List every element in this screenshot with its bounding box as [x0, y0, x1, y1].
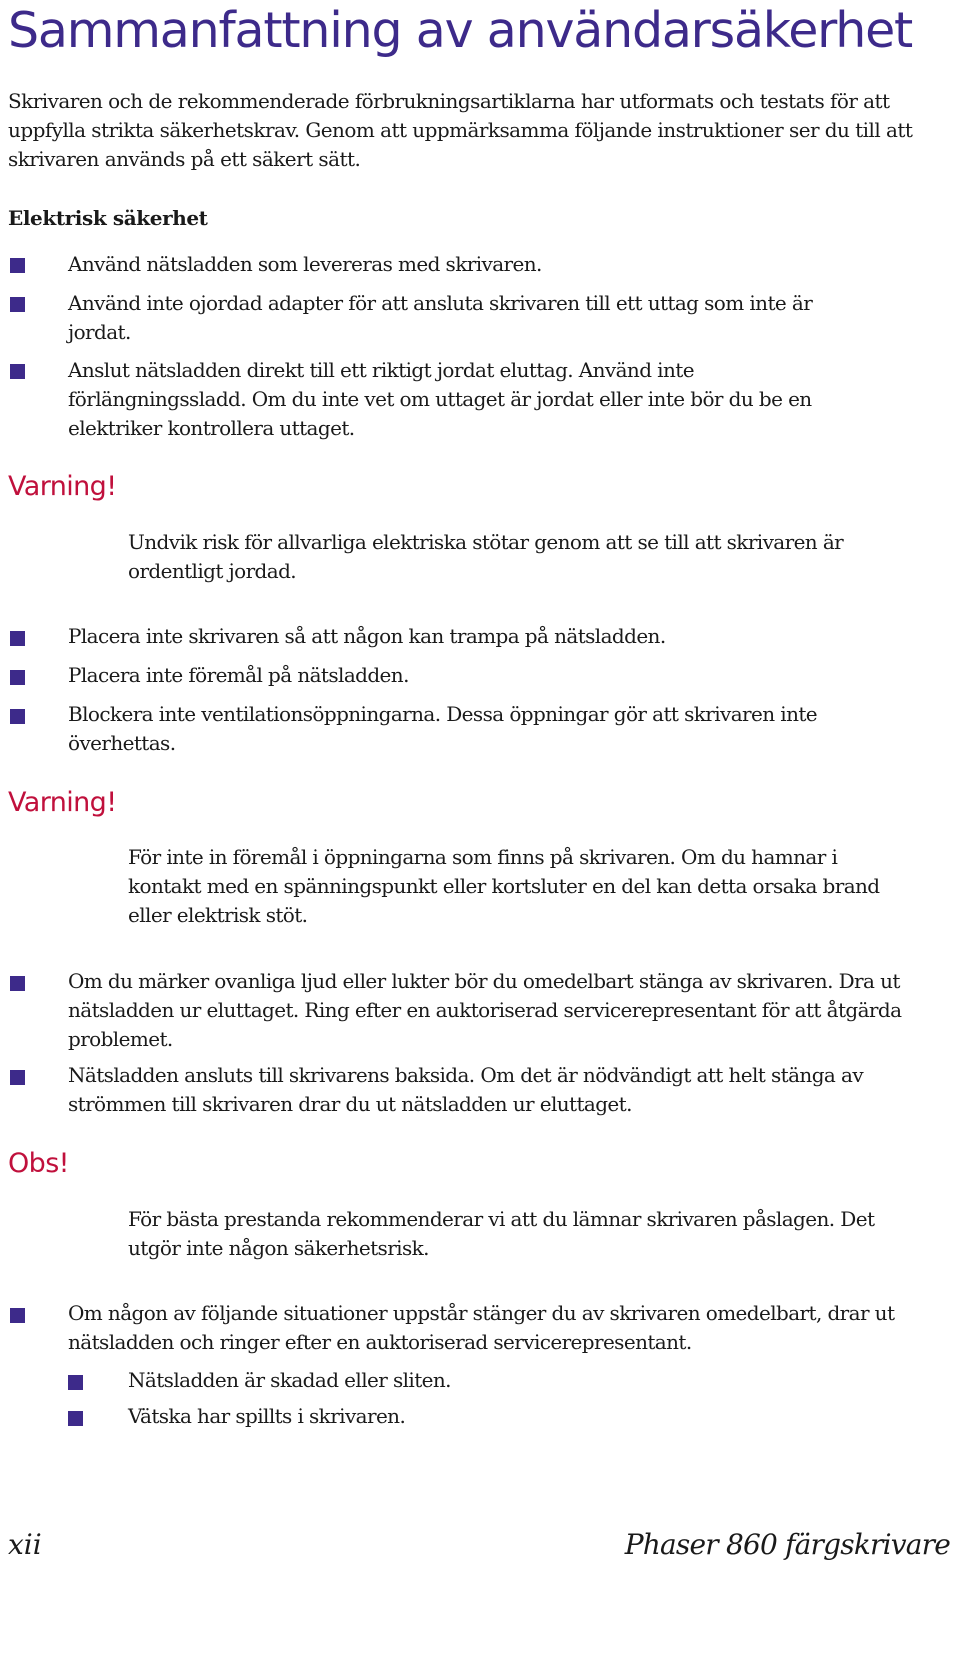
note-text: För bästa prestanda rekommenderar vi att du lämnar skrivaren påslagen. Det utgör inte någon säkerhetsrisk. — [128, 1207, 875, 1260]
list-item: Använd inte ojordad adapter för att ansluta skrivaren till ett uttag som inte är jordat. — [68, 291, 813, 344]
bullet-icon — [10, 670, 25, 685]
bullet-icon — [10, 258, 25, 273]
list-item: Om någon av följande situationer uppstår stänger du av skrivaren omedelbart, drar ut nätsladden och ringer efter en auktoriserad servicerepresentant. — [68, 1301, 895, 1354]
section-heading: Elektrisk säkerhet — [8, 206, 208, 230]
bullet-icon — [10, 297, 25, 312]
sub-bullet-icon — [68, 1411, 83, 1426]
note-label: Obs! — [8, 1148, 69, 1179]
list-item: Placera inte skrivaren så att någon kan trampa på nätsladden. — [68, 624, 666, 648]
warning-text: För inte in föremål i öppningarna som finns på skrivaren. Om du hamnar i kontakt med en spänningspunkt eller kortsluter en del kan detta orsaka brand eller elektrisk stöt. — [128, 845, 880, 927]
bullet-icon — [10, 631, 25, 646]
list-item: Om du märker ovanliga ljud eller lukter bör du omedelbart stänga av skrivaren. Dra ut nätsladden ur eluttaget. Ring efter en auktoriserad servicerepresentant för att åtgärda problemet. — [68, 969, 902, 1051]
list-item: Använd nätsladden som levereras med skrivaren. — [68, 252, 542, 276]
list-item: Placera inte föremål på nätsladden. — [68, 663, 409, 687]
sub-list-item: Vätska har spillts i skrivaren. — [128, 1404, 406, 1428]
intro-paragraph: Skrivaren och de rekommenderade förbrukningsartiklarna har utformats och testats för att uppfylla strikta säkerhetskrav. Genom att uppmärksamma följande instruktioner ser du till att skrivaren används på ett säkert sätt. — [8, 89, 913, 171]
page-number: xii — [8, 1528, 42, 1561]
bullet-icon — [10, 976, 25, 991]
bullet-icon — [10, 709, 25, 724]
sub-list-item: Nätsladden är skadad eller sliten. — [128, 1368, 451, 1392]
bullet-icon — [10, 1070, 25, 1085]
list-item: Anslut nätsladden direkt till ett riktigt jordat eluttag. Använd inte förlängningssladd. Om du inte vet om uttaget är jordat eller inte bör du be en elektriker kontrollera uttaget. — [68, 358, 812, 440]
sub-bullet-icon — [68, 1375, 83, 1390]
list-item: Blockera inte ventilationsöppningarna. Dessa öppningar gör att skrivaren inte överhettas. — [68, 702, 818, 755]
warning-text: Undvik risk för allvarliga elektriska stötar genom att se till att skrivaren är ordentligt jordad. — [128, 530, 844, 583]
bullet-icon — [10, 364, 25, 379]
product-name: Phaser 860 färgskrivare — [624, 1528, 950, 1561]
warning-label: Varning! — [8, 471, 117, 502]
page-title: Sammanfattning av användarsäkerhet — [8, 2, 913, 59]
warning-label: Varning! — [8, 787, 117, 818]
list-item: Nätsladden ansluts till skrivarens baksida. Om det är nödvändigt att helt stänga av strömmen till skrivaren drar du ut nätsladden ur eluttaget. — [68, 1063, 864, 1116]
bullet-icon — [10, 1308, 25, 1323]
